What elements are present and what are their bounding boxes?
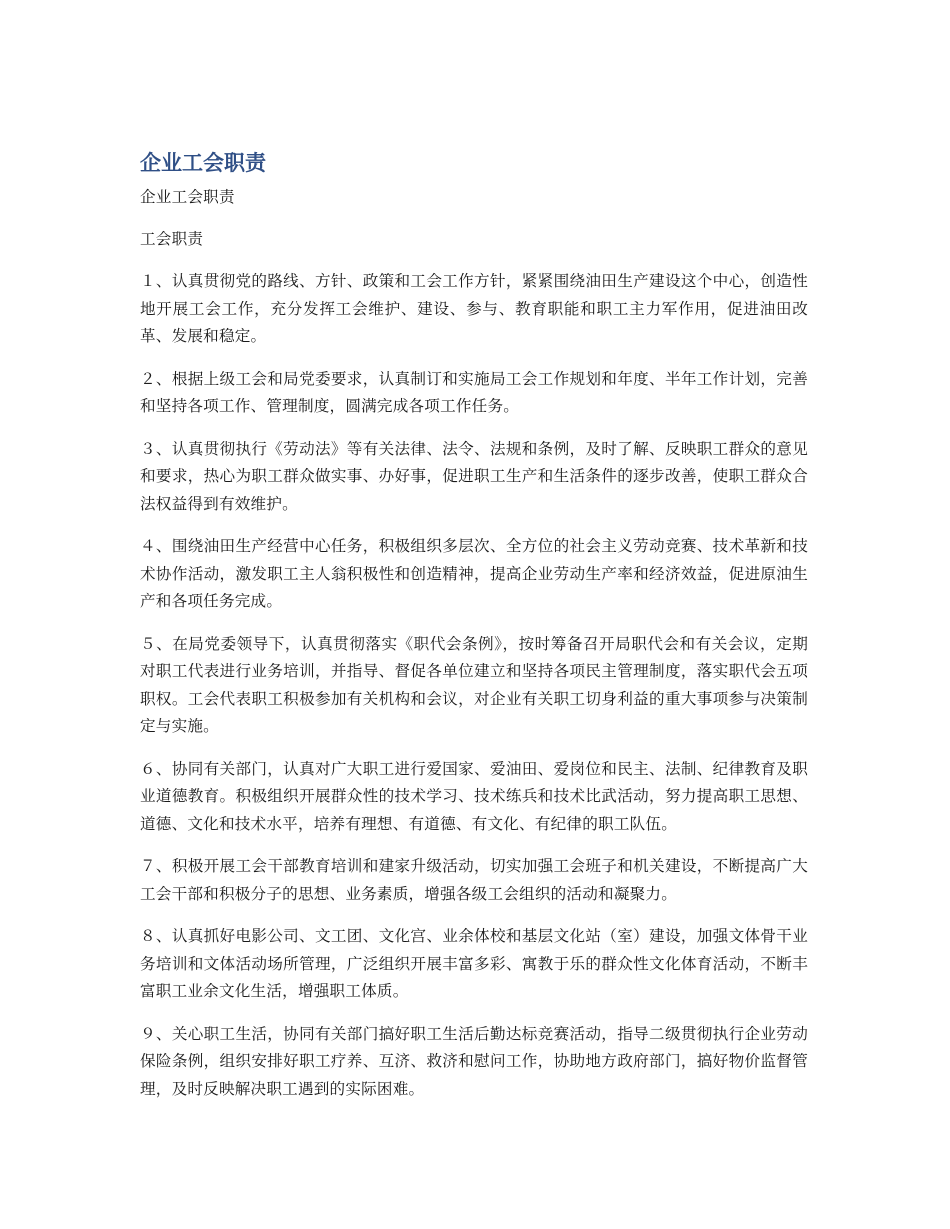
section-heading: 工会职责: [140, 229, 204, 248]
duty-item-5: ５、在局党委领导下，认真贯彻落实《职代会条例》，按时筹备召开局职代会和有关会议，定期对职工代表进行业务培训，并指导、督促各单位建立和坚持各项民主管理制度，落实职代会五项职权。工会代表职工积极参加有关机构和会议，对企业有关职工切身利益的重大事项参与决策制定与实施。: [140, 634, 808, 735]
duty-item-2: ２、根据上级工会和局党委要求，认真制订和实施局工会工作规划和年度、半年工作计划，完善和坚持各项工作、管理制度，圆满完成各项工作任务。: [140, 369, 808, 415]
document-title: 企业工会职责: [140, 151, 266, 175]
duty-item-3: ３、认真贯彻执行《劳动法》等有关法律、法令、法规和条例，及时了解、反映职工群众的意见和要求，热心为职工群众做实事、办好事，促进职工生产和生活条件的逐步改善，使职工群众合法权益得到有效维护。: [140, 439, 808, 513]
duty-item-1: １、认真贯彻党的路线、方针、政策和工会工作方针，紧紧围绕油田生产建设这个中心，创造性地开展工会工作，充分发挥工会维护、建设、参与、教育职能和职工主力军作用，促进油田改革、发展和稳定。: [140, 272, 808, 345]
document-subtitle: 企业工会职责: [140, 188, 235, 206]
duty-item-9: ９、关心职工生活，协同有关部门搞好职工生活后勤达标竞赛活动，指导二级贯彻执行企业劳动保险条例，组织安排好职工疗养、互济、救济和慰问工作，协助地方政府部门，搞好物价监督管理，及时反映解决职工遇到的实际困难。: [140, 1024, 808, 1098]
duty-item-4: ４、围绕油田生产经营中心任务，积极组织多层次、全方位的社会主义劳动竞赛、技术革新和技术协作活动，激发职工主人翁积极性和创造精神，提高企业劳动生产率和经济效益，促进原油生产和各项任务完成。: [140, 537, 808, 610]
document-page: [140, 148, 808, 1118]
duty-item-8: ８、认真抓好电影公司、文工团、文化宫、业余体校和基层文化站（室）建设，加强文体骨干业务培训和文体活动场所管理，广泛组织开展丰富多彩、寓教于乐的群众性文化体育活动，不断丰富职工业余文化生活，增强职工体质。: [140, 927, 808, 1000]
duty-item-6: ６、协同有关部门，认真对广大职工进行爱国家、爱油田、爱岗位和民主、法制、纪律教育及职业道德教育。积极组织开展群众性的技术学习、技术练兵和技术比武活动，努力提高职工思想、道德、文化和技术水平，培养有理想、有道德、有文化、有纪律的职工队伍。: [140, 759, 808, 833]
duty-item-7: ７、积极开展工会干部教育培训和建家升级活动，切实加强工会班子和机关建设，不断提高广大工会干部和积极分子的思想、业务素质，增强各级工会组织的活动和凝聚力。: [140, 857, 808, 903]
